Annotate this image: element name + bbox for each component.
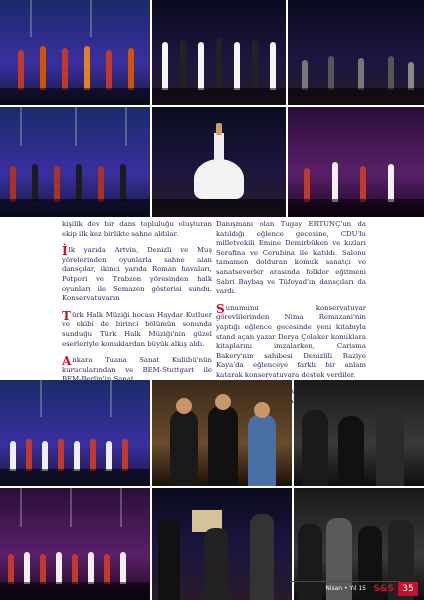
drop-cap: S <box>216 301 225 316</box>
photo-dancers-finale <box>0 488 150 600</box>
photo-dancers-spotlight <box>288 107 424 217</box>
photo-folk-dance-group <box>0 380 150 486</box>
article-paragraph: Ankara Tuana Sanat Kulübü'nün kurucularından ve BEM-Stuttgart ile <box>62 354 212 374</box>
article-paragraph: Sunumunu konservatuvar görevlilerinden Nima Remazani'nin yaptığı eğlence gecesinde yeni kitabıyla stand açan yazar Derya Çolaker konuklara kitaplarını imzalarken, Carisma Bakery'nin sahibesi Denizlili Raziye Kaya'da eğlenceye farklı bir anlam katarak konservatuvara destek verdiler. <box>216 301 366 379</box>
drop-cap: İ <box>62 244 68 259</box>
photo-performers-portrait <box>294 380 424 486</box>
footer-rule <box>290 581 400 582</box>
drop-cap: T <box>62 308 71 323</box>
page-number: 35 <box>398 582 418 596</box>
photo-choir-performers <box>152 0 286 105</box>
footer-issue: Nisan • Yıl 15 <box>325 585 366 592</box>
article-column-left <box>62 220 212 392</box>
photo-whirling-dervish <box>152 107 286 217</box>
photo-music-ensemble <box>288 0 424 105</box>
photo-three-women-portrait <box>152 380 292 486</box>
photo-award-presentation <box>152 488 292 600</box>
article-paragraph: İlk yarıda Artvin, Denizli ve Muş yörelerinden oyunlarla sahne alan dansçılar, ikinci yarıda Roman havaları, Potpori ve Trabzon yöresinden halk oyunları ile Semazen gösterisi sundu. Konservatuvarın <box>62 244 212 303</box>
magazine-logo: S&S <box>373 584 394 594</box>
photo-folk-dancers-red-costumes <box>0 0 150 105</box>
article-paragraph: Danışmanı olan Tugay ERTUNÇ'un da katıldığı eğlence gecesine, CDU'lu milletvekili Emine Demirbüken ve kızları Serafina ve Cerubina ile katıldı. Salonu tamamen dolduran komuk sanatçı ve sanatseverler arasında folklor eğitmeni Sabri Baybaş ve Tüfoyad'ın dansçıları da vardı. <box>216 220 366 296</box>
article-paragraph: kişilik dev bir dans topluluğu oluşturan ekip ilk kez birlikte sahne aldılar. <box>62 220 212 238</box>
photo-dancers-line-stage <box>0 107 150 217</box>
drop-cap: A <box>62 354 72 369</box>
article-paragraph: Türk Halk Müziği hocası Haydar Kutluer ve ekibi de birinci bölümün sonunda sunduğu Türk Halk Müziği'nin güzel eserleriyle konuklardan büyük alkış aldı. <box>62 308 212 348</box>
